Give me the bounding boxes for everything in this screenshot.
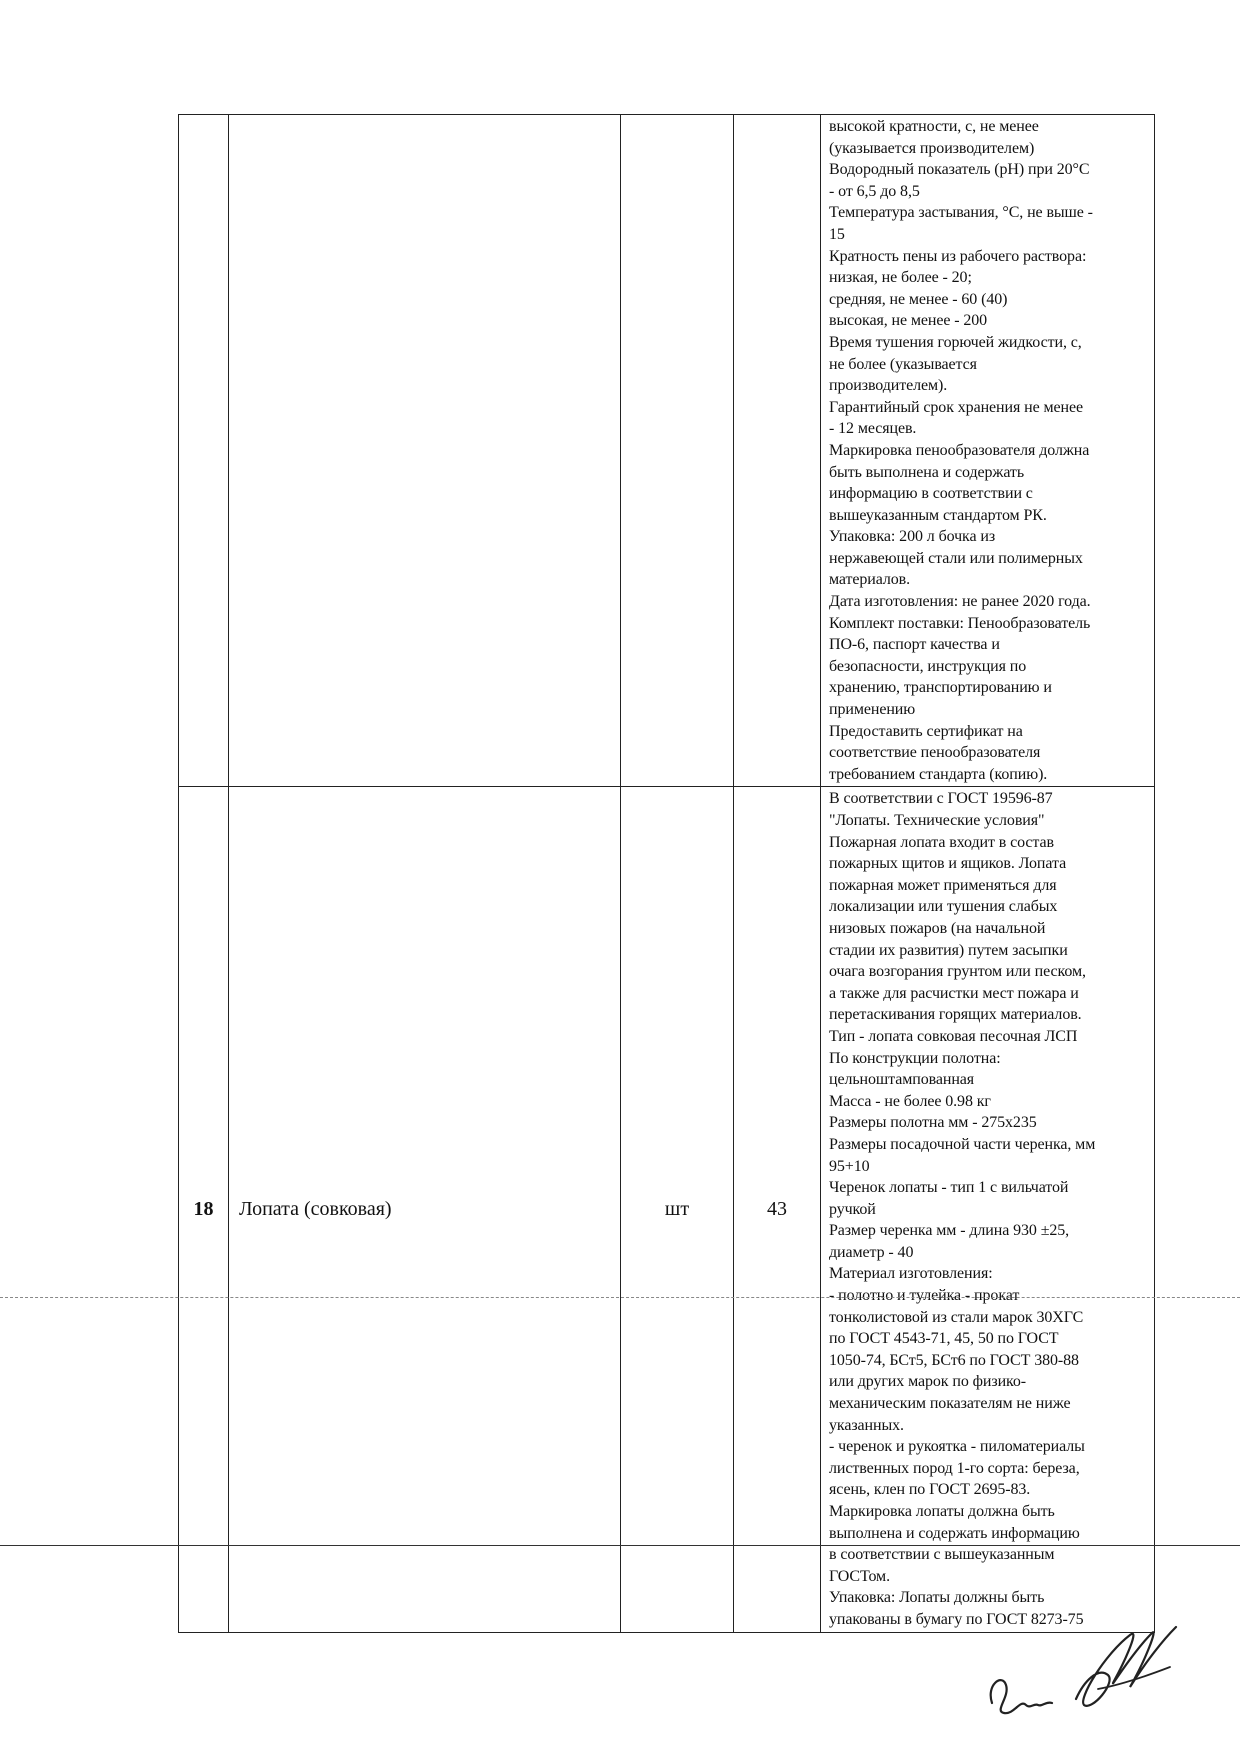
scan-artifact-line [0,1297,1240,1298]
item-name-cell [229,115,621,787]
description-cell: высокой кратности, с, не менее (указывается производителем) Водородный показатель (pH) при 20°С - от 6,5 до 8,5 Температура застывания, °С, не выше - 15 Кратность пены из рабочего раствора: низкая, не более - 20; средняя, не менее - 60 (40) высокая, не менее - 200 Время тушения горючей жидкости, с, не более (указывается производителем). Гарантийный срок хранения не менее - 12 месяцев. Маркировка пенообразователя должна быть выполнена и содержать информацию в соответствии с вышеуказанным стандартом РК. Упаковка: 200 л бочка из нержавеющей стали или полимерных материалов. Дата изготовления: не ранее 2020 года. Комплект поставки: Пенообразователь ПО-6, паспорт качества и безопасности, инструкция по хранению, транспортированию и применению Предоставить сертификат на соответствие пенообразователя требованием стандарта (копию). [821,115,1155,787]
specification-table [178,114,1155,1633]
table-row [179,115,1155,787]
unit-cell [621,115,734,787]
item-name-cell: Лопата (совковая) [229,787,621,1632]
unit-cell: шт [621,787,734,1632]
table-row [179,787,1155,1632]
quantity-cell [734,115,821,787]
description-cell: В соответствии с ГОСТ 19596-87 "Лопаты. Технические условия" Пожарная лопата входит в состав пожарных щитов и ящиков. Лопата пожарная может применяться для локализации или тушения слабых низовых пожаров (на начальной стадии их развития) путем засыпки очага возгорания грунтом или песком, а также для расчистки мест пожара и перетаскивания горящих материалов. Тип - лопата совковая песочная ЛСП По конструкции полотна: цельноштампованная Масса - не более 0.98 кг Размеры полотна мм - 275х235 Размеры посадочной части черенка, мм 95+10 Черенок лопаты - тип 1 с вильчатой ручкой Размер черенка мм - длина 930 ±25, диаметр - 40 Материал изготовления: - полотно и тулейка - прокат тонколистовой из стали марок 30ХГС по ГОСТ 4543-71, 45, 50 по ГОСТ 1050-74, БСт5, БСт6 по ГОСТ 380-88 или других марок по физико- механическим показателям не ниже указанных. - черенок и рукоятка - пиломатериалы лиственных пород 1-го сорта: береза, ясень, клен по ГОСТ 2695-83. Маркировка лопаты должна быть выполнена и содержать информацию в соответствии с вышеуказанным ГОСТом. Упаковка: Лопаты должны быть упакованы в бумагу по ГОСТ 8273-75 [821,787,1155,1632]
handwritten-signature [980,1615,1195,1725]
row-number-cell: 18 [179,787,229,1632]
scan-artifact-line [0,1545,1240,1546]
quantity-cell: 43 [734,787,821,1632]
row-number-cell [179,115,229,787]
